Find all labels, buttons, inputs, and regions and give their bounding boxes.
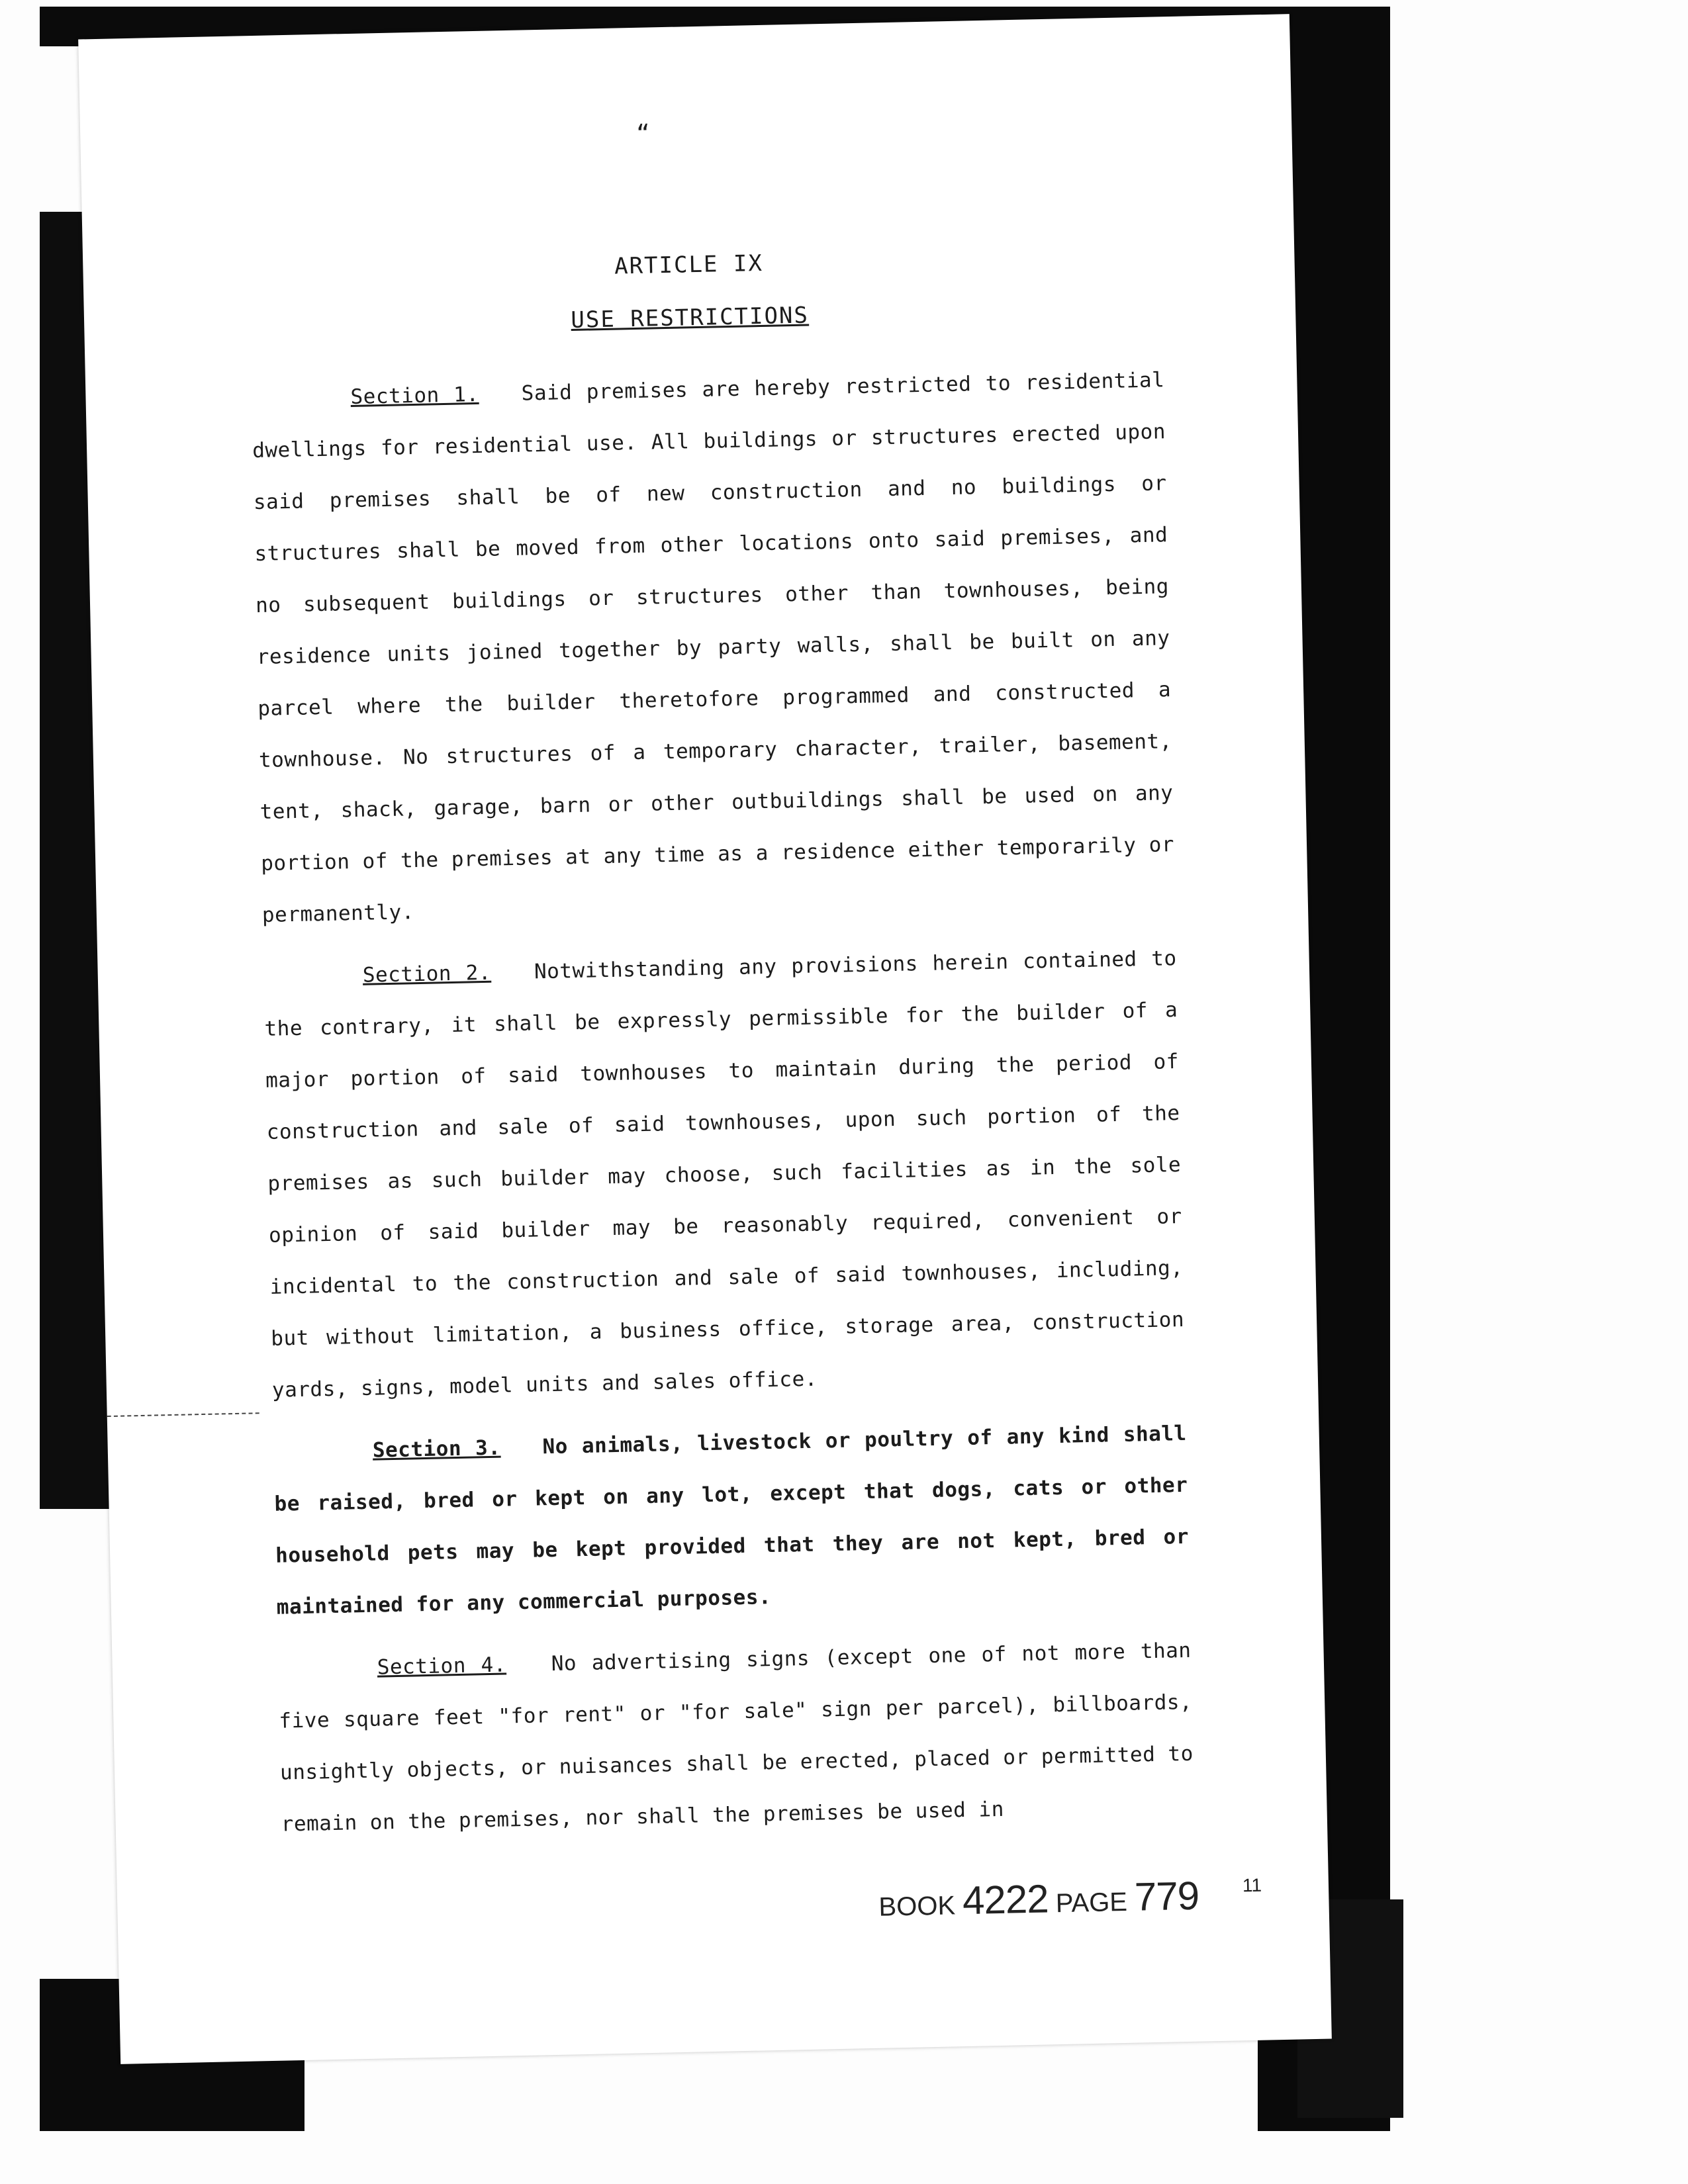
section-4 <box>277 1625 1195 1850</box>
document-page <box>78 14 1332 2064</box>
section-3-text: No animals, livestock or poultry of any kind shall be raised, bred or kept on any lot, except that dogs, cats or other household pets may be kept provided that they are not kept, bred or maintained for any commercial purposes. <box>274 1421 1190 1619</box>
corner-mark: 11 <box>1242 1874 1262 1896</box>
section-1-label: Section 1. <box>350 382 479 409</box>
margin-mark <box>107 1412 259 1417</box>
book-page-reference <box>878 1873 1199 1925</box>
section-3-label: Section 3. <box>372 1435 501 1463</box>
section-2 <box>263 933 1186 1416</box>
document-body <box>251 354 1196 1860</box>
section-1 <box>251 354 1176 941</box>
page-label: PAGE <box>1055 1887 1128 1919</box>
page-number: 779 <box>1134 1873 1199 1919</box>
section-4-text: No advertising signs (except one of not more than five square feet "for rent" or "for sale" sign per parcel), billboards, unsightly objects, or nuisances shall be erected, placed or permitted to remain on the premises, nor shall the premises be used in <box>279 1638 1194 1837</box>
section-heading: USE RESTRICTIONS <box>571 302 810 334</box>
section-2-label: Section 2. <box>362 960 492 987</box>
page-mark: “ <box>635 120 651 147</box>
section-4-label: Section 4. <box>377 1653 507 1680</box>
book-label: BOOK <box>878 1891 956 1922</box>
book-number: 4222 <box>962 1876 1049 1923</box>
section-3 <box>273 1408 1190 1633</box>
section-2-text: Notwithstanding any provisions herein contained to the contrary, it shall be expressly permissible for the builder of a major portion of said townhouses to maintain during the period of construction and sale of said townhouses, upon such portion of the premises as such builder may choose, such facilities as in the sole opinion of said builder may be reasonably required, convenient or incidental to the construction and sale of said townhouses, including, but without limitation, a business office, storage area, construction yards, signs, model units and sales office. <box>264 946 1185 1402</box>
article-heading: ARTICLE IX <box>614 250 764 280</box>
section-1-text: Said premises are hereby restricted to residential dwellings for residential use. All buildings or structures erected upon said premises shall be of new construction and no buildings or structures shall be moved from other locations onto said premises, and no subsequent buildings or structures other than townhouses, being residence units joined together by party walls, shall be built on any parcel where the builder theretofore programmed and constructed a townhouse. No structures of a temporary character, trailer, basement, tent, shack, garage, barn or other outbuildings shall be used on any portion of the premises at any time as a residence either temporarily or permanently. <box>252 368 1175 927</box>
